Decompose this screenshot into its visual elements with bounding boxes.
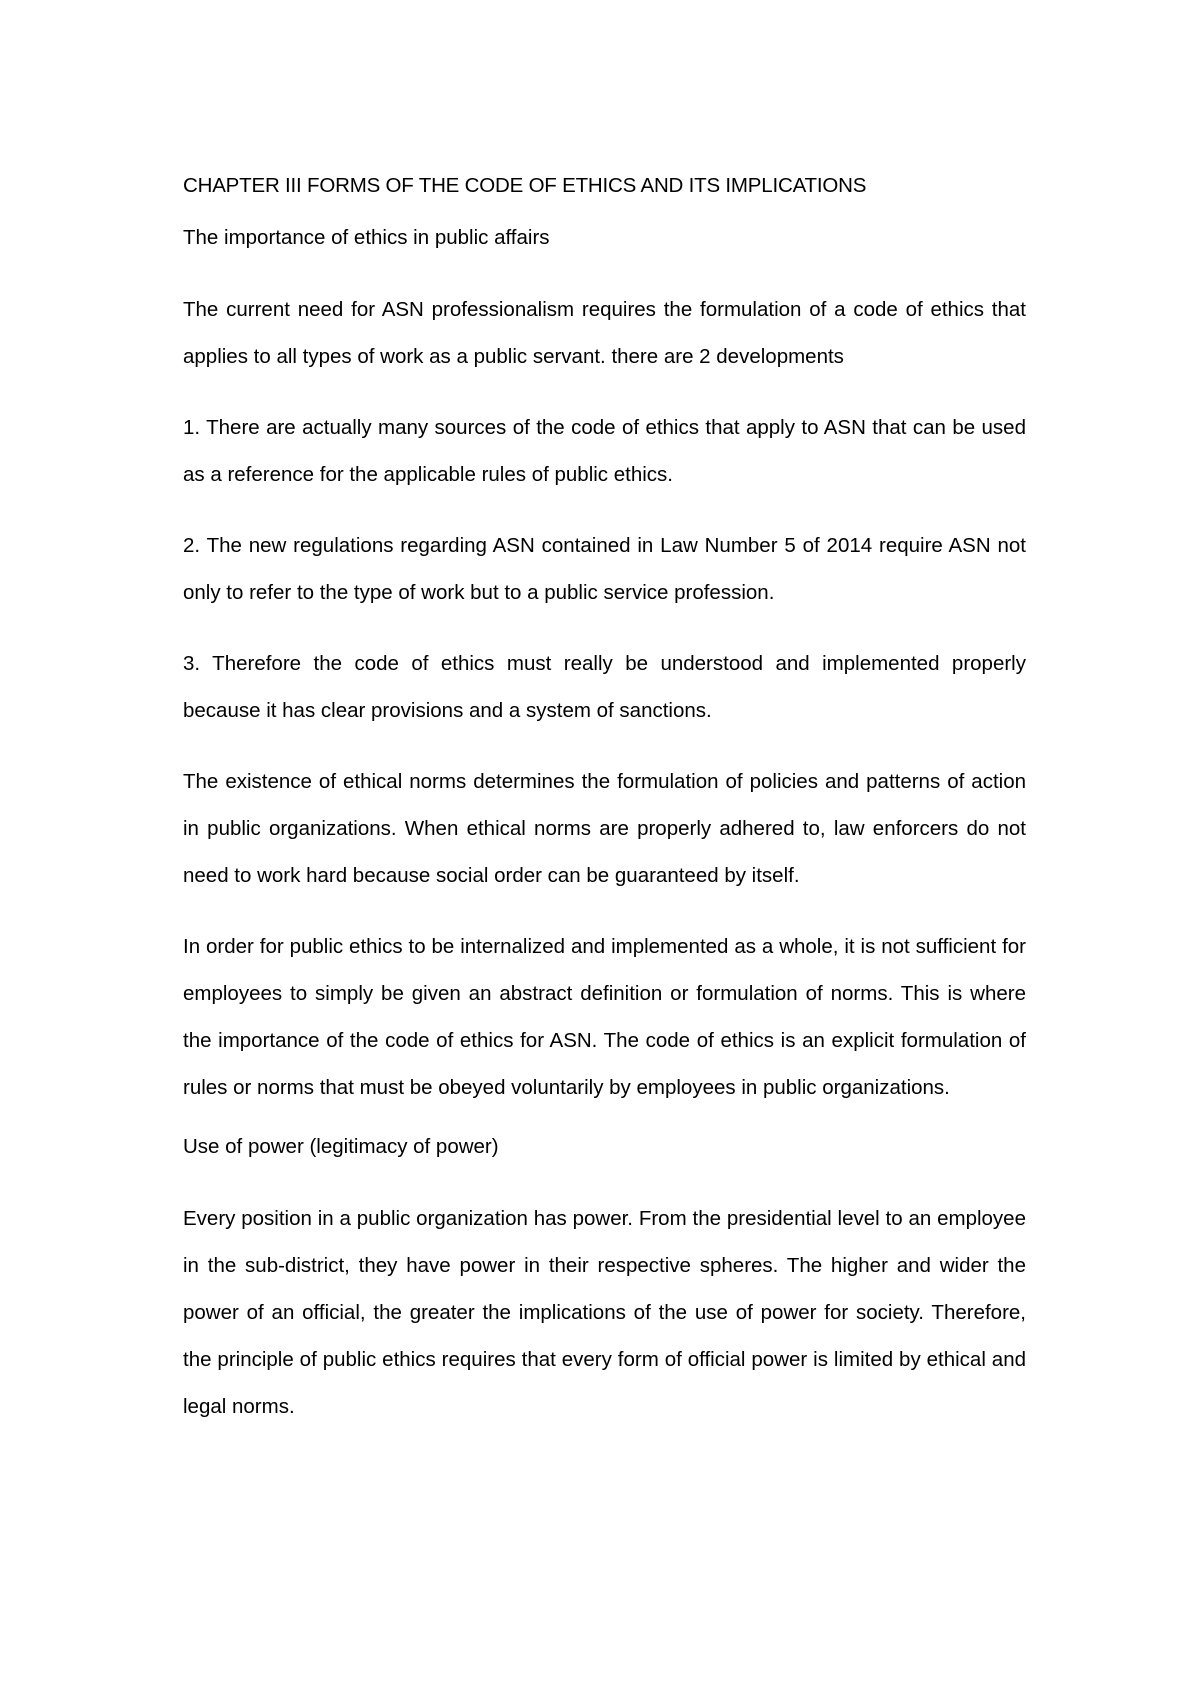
section-heading-importance-of-ethics: The importance of ethics in public affairs	[183, 226, 550, 249]
document-content	[183, 174, 1026, 1430]
chapter-title: CHAPTER III FORMS OF THE CODE OF ETHICS AND ITS IMPLICATIONS	[183, 174, 867, 197]
list-item-1: 1. There are actually many sources of the code of ethics that apply to ASN that can be used as a reference for the applicable rules of public ethics.	[183, 416, 1026, 486]
paragraph-internalization: In order for public ethics to be internalized and implemented as a whole, it is not sufficient for employees to simply be given an abstract definition or formulation of norms. This is where the importance of the code of ethics for ASN. The code of ethics is an explicit formulation of rules or norms that must be obeyed voluntarily by employees in public organizations.	[183, 935, 1026, 1099]
paragraph-ethical-norms: The existence of ethical norms determines the formulation of policies and patterns of action in public organizations. When ethical norms are properly adhered to, law enforcers do not need to work hard because social order can be guaranteed by itself.	[183, 770, 1026, 887]
paragraph-power-limits: Every position in a public organization has power. From the presidential level to an employee in the sub-district, they have power in their respective spheres. The higher and wider the power of an official, the greater the implications of the use of power for society. Therefore, the principle of public ethics requires that every form of official power is limited by ethical and legal norms.	[183, 1207, 1026, 1418]
list-item-2: 2. The new regulations regarding ASN contained in Law Number 5 of 2014 require ASN not only to refer to the type of work but to a public service profession.	[183, 534, 1026, 604]
list-item-3: 3. Therefore the code of ethics must really be understood and implemented properly because it has clear provisions and a system of sanctions.	[183, 652, 1026, 722]
paragraph-asn-professionalism: The current need for ASN professionalism requires the formulation of a code of ethics that applies to all types of work as a public servant. there are 2 developments	[183, 298, 1026, 368]
section-heading-use-of-power: Use of power (legitimacy of power)	[183, 1135, 499, 1158]
